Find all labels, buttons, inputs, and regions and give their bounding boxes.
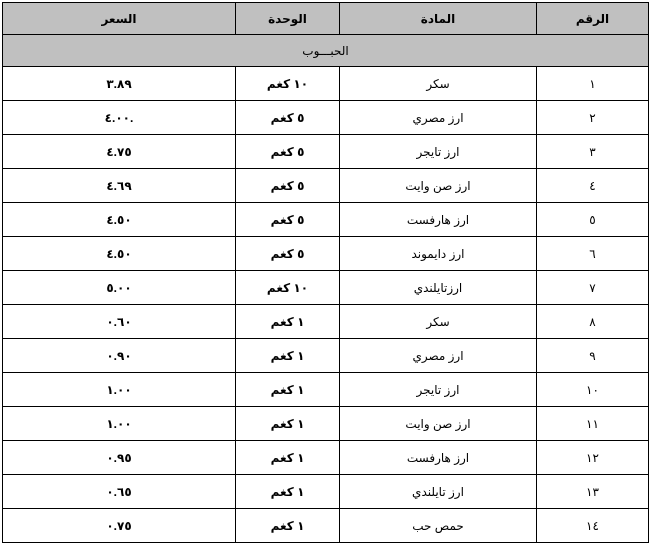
item-cell: ارز تايجر: [340, 373, 537, 407]
price-cell: ٤.٦٩: [3, 169, 236, 203]
price-cell: ٤.٥٠: [3, 237, 236, 271]
item-cell: ارز مصري: [340, 101, 537, 135]
price-cell: ٥.٠٠: [3, 271, 236, 305]
item-cell: سكر: [340, 67, 537, 101]
unit-cell: ١ كغم: [236, 475, 340, 509]
unit-cell: ١ كغم: [236, 339, 340, 373]
table-row: [3, 271, 649, 305]
price-cell: ١.٠٠: [3, 407, 236, 441]
unit-cell: ١ كغم: [236, 509, 340, 543]
number-cell: ١٢: [537, 441, 649, 475]
number-cell: ٩: [537, 339, 649, 373]
price-table: [2, 2, 649, 543]
unit-cell: ١ كغم: [236, 373, 340, 407]
header-item: المادة: [340, 3, 537, 35]
item-cell: ارز دايموند: [340, 237, 537, 271]
unit-cell: ٥ كغم: [236, 203, 340, 237]
item-cell: ارز هارفست: [340, 203, 537, 237]
table-row: [3, 135, 649, 169]
price-cell: ٤.٥٠: [3, 203, 236, 237]
item-cell: ارز تايلندي: [340, 475, 537, 509]
table-body: [3, 35, 649, 543]
table-row: [3, 169, 649, 203]
table-header: [3, 3, 649, 35]
item-cell: ارز صن وايت: [340, 169, 537, 203]
header-unit: الوحدة: [236, 3, 340, 35]
price-cell: ٠.٩٠: [3, 339, 236, 373]
header-price: السعر: [3, 3, 236, 35]
item-cell: حمص حب: [340, 509, 537, 543]
unit-cell: ١ كغم: [236, 305, 340, 339]
number-cell: ١٤: [537, 509, 649, 543]
number-cell: ١٣: [537, 475, 649, 509]
table-row: [3, 237, 649, 271]
section-row: [3, 35, 649, 67]
price-cell: ٠.٧٥: [3, 509, 236, 543]
unit-cell: ٥ كغم: [236, 237, 340, 271]
price-cell: ٣.٨٩: [3, 67, 236, 101]
price-cell: ٤.٧٥: [3, 135, 236, 169]
unit-cell: ١ كغم: [236, 441, 340, 475]
item-cell: ارز صن وايت: [340, 407, 537, 441]
table-row: [3, 509, 649, 543]
number-cell: ٦: [537, 237, 649, 271]
section-title: الحبـــوب: [3, 35, 649, 67]
table-row: [3, 67, 649, 101]
table-row: [3, 101, 649, 135]
number-cell: ١: [537, 67, 649, 101]
number-cell: ٧: [537, 271, 649, 305]
table-row: [3, 203, 649, 237]
price-cell: ١.٠٠: [3, 373, 236, 407]
unit-cell: ٥ كغم: [236, 169, 340, 203]
header-number: الرقم: [537, 3, 649, 35]
unit-cell: ١٠ كغم: [236, 271, 340, 305]
item-cell: ارز تايجر: [340, 135, 537, 169]
price-cell: ٠.٩٥: [3, 441, 236, 475]
price-cell: ٤.٠٠.: [3, 101, 236, 135]
number-cell: ٣: [537, 135, 649, 169]
item-cell: ارز مصري: [340, 339, 537, 373]
table-row: [3, 339, 649, 373]
item-cell: ارز هارفست: [340, 441, 537, 475]
item-cell: سكر: [340, 305, 537, 339]
table-row: [3, 441, 649, 475]
unit-cell: ١٠ كغم: [236, 67, 340, 101]
item-cell: ارزتايلندي: [340, 271, 537, 305]
number-cell: ٢: [537, 101, 649, 135]
number-cell: ٤: [537, 169, 649, 203]
table-row: [3, 305, 649, 339]
table-row: [3, 373, 649, 407]
unit-cell: ٥ كغم: [236, 135, 340, 169]
number-cell: ٥: [537, 203, 649, 237]
table-row: [3, 475, 649, 509]
price-cell: ٠.٦٠: [3, 305, 236, 339]
number-cell: ١٠: [537, 373, 649, 407]
header-row: [3, 3, 649, 35]
unit-cell: ١ كغم: [236, 407, 340, 441]
unit-cell: ٥ كغم: [236, 101, 340, 135]
number-cell: ٨: [537, 305, 649, 339]
price-cell: ٠.٦٥: [3, 475, 236, 509]
number-cell: ١١: [537, 407, 649, 441]
table-row: [3, 407, 649, 441]
